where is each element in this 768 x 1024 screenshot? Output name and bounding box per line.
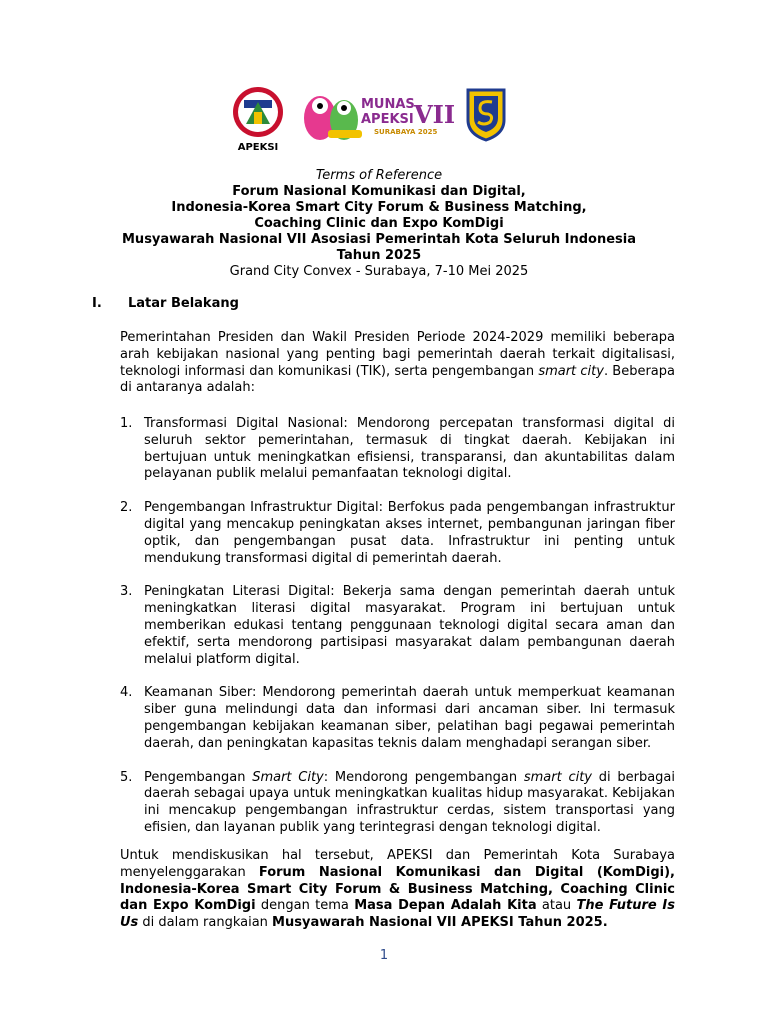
svg-text:APEKSI: APEKSI: [361, 112, 414, 127]
svg-text:VII: VII: [414, 100, 456, 129]
header-venue: Grand City Convex - Surabaya, 7-10 Mei 2025: [229, 264, 529, 279]
policy-list: [120, 416, 675, 854]
list-item: 2. Pengembangan Infrastruktur Digital: Berfokus pada pengembangan infrastruktur digital yang mencakup peningkatan akses internet, pembangunan jaringan fiber optik, dan pengembangan pusat data. Infrastruktur ini penting untuk mendukung transformasi digital di pemerintah daerah.: [120, 500, 675, 566]
document-subtitle: Terms of Reference: [315, 168, 443, 183]
svg-text:MUNAS: MUNAS: [361, 97, 415, 112]
section-number: I.: [92, 296, 102, 311]
surabaya-crest: [464, 86, 508, 142]
section-heading: [92, 296, 239, 311]
page-number: 1: [379, 948, 389, 963]
header-line-5: Tahun 2025: [336, 248, 422, 263]
munas-logo: [298, 86, 456, 146]
document-header: [0, 168, 758, 280]
header-line-3: Coaching Clinic dan Expo KomDigi: [254, 216, 504, 231]
list-item: 5. Pengembangan Smart City: Mendorong pengembangan smart city di berbagai daerah sebagai upaya untuk meningkatkan kualitas hidup masyarakat. Kebijakan ini mencakup pengembangan infrastruktur cerdas, sistem transportasi yang efisien, dan layanan publik yang terintegrasi dengan teknologi digital.: [120, 769, 675, 835]
apeksi-logo: [230, 86, 286, 154]
section-title: Latar Belakang: [128, 296, 239, 311]
logo-strip: [0, 86, 768, 154]
header-line-1: Forum Nasional Komunikasi dan Digital,: [232, 184, 526, 199]
intro-paragraph: Pemerintahan Presiden dan Wakil Presiden Periode 2024-2029 memiliki beberapa arah kebijakan nasional yang penting bagi pemerintah daerah terkait digitalisasi, teknologi informasi dan komunikasi (TIK), serta pengembangan smart city. Beberapa di antaranya adalah:: [120, 330, 675, 396]
header-line-4: Musyawarah Nasional VII Asosiasi Pemerintah Kota Seluruh Indonesia: [122, 232, 636, 247]
list-item: 4. Keamanan Siber: Mendorong pemerintah daerah untuk memperkuat keamanan siber guna melindungi data dan informasi dari ancaman siber. Ini termasuk pengembangan kebijakan keamanan siber, pelatihan bagi pegawai pemerintah daerah, dan peningkatan kapasitas teknis dalam menghadapi serangan siber.: [120, 685, 675, 751]
svg-text:SURABAYA 2025: SURABAYA 2025: [374, 128, 438, 136]
header-line-2: Indonesia-Korea Smart City Forum & Business Matching,: [171, 200, 587, 215]
list-item: 3. Peningkatan Literasi Digital: Bekerja sama dengan pemerintah daerah untuk meningkatkan literasi digital masyarakat. Program ini bertujuan untuk memberikan edukasi tentang penggunaan teknologi digital secara aman dan efektif, serta mendorong partisipasi masyarakat dalam pembangunan daerah melalui platform digital.: [120, 584, 675, 667]
list-item: 1. Transformasi Digital Nasional: Mendorong percepatan transformasi digital di seluruh sektor pemerintahan, termasuk di tingkat daerah. Kebijakan ini bertujuan untuk meningkatkan efisiensi, transparansi, dan akuntabilitas dalam pelayanan publik melalui pemanfaatan teknologi digital.: [120, 416, 675, 482]
closing-paragraph: Untuk mendiskusikan hal tersebut, APEKSI dan Pemerintah Kota Surabaya menyelenggarakan Forum Nasional Komunikasi dan Digital (KomDigi), Indonesia-Korea Smart City Forum & Business Matching, Coaching Clinic dan Expo KomDigi dengan tema Masa Depan Adalah Kita atau The Future Is Us di dalam rangkaian Musyawarah Nasional VII APEKSI Tahun 2025.: [120, 848, 675, 931]
apeksi-logo-label: APEKSI: [237, 142, 279, 153]
